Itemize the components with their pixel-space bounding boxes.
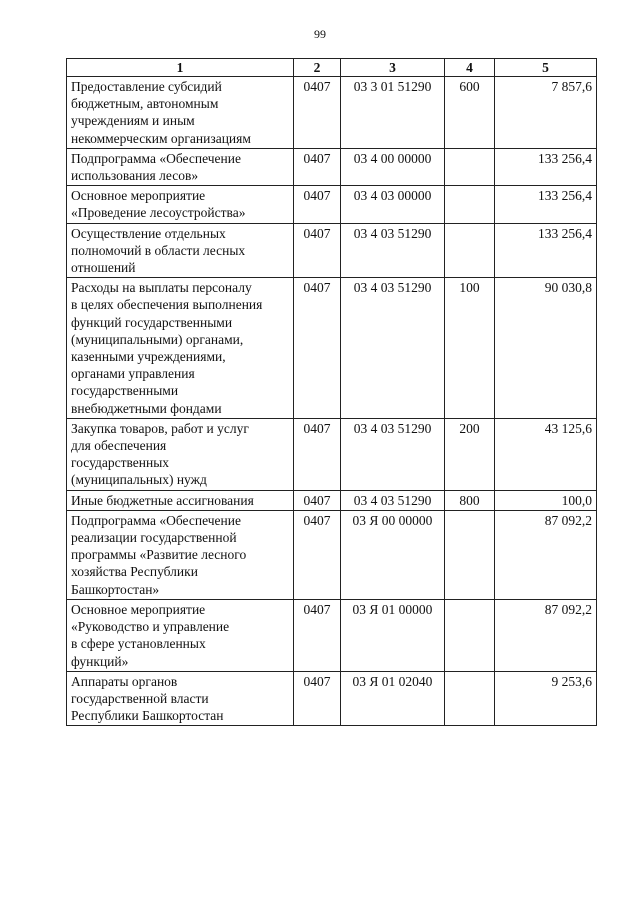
table-row (67, 278, 597, 419)
table-row (67, 186, 597, 223)
header-col-3: 3 (341, 59, 445, 77)
description-line: Предоставление субсидий (71, 79, 222, 94)
row-expense-type (445, 671, 495, 726)
row-amount: 133 256,4 (495, 148, 597, 185)
header-col-1: 1 (67, 59, 294, 77)
row-target-code: 03 Я 01 00000 (341, 599, 445, 671)
row-amount: 7 857,6 (495, 77, 597, 149)
row-section-code: 0407 (294, 77, 341, 149)
row-amount: 87 092,2 (495, 599, 597, 671)
row-amount: 9 253,6 (495, 671, 597, 726)
description-line: «Руководство и управление (71, 619, 230, 635)
description-line: «Проведение лесоустройства» (71, 205, 246, 221)
budget-table (66, 58, 597, 726)
row-description (67, 510, 294, 599)
row-expense-type (445, 148, 495, 185)
row-description (67, 77, 294, 149)
row-target-code: 03 3 01 51290 (341, 77, 445, 149)
description-line: Башкортостан» (71, 581, 160, 597)
row-section-code: 0407 (294, 148, 341, 185)
description-line: использования лесов» (71, 168, 199, 184)
table-row (67, 223, 597, 278)
description-line: казенными учреждениями, (71, 349, 226, 365)
table-row (67, 77, 597, 149)
row-target-code: 03 4 03 00000 (341, 186, 445, 223)
row-target-code: 03 4 03 51290 (341, 223, 445, 278)
description-line: программы «Развитие лесного (71, 547, 247, 563)
description-line: государственной власти (71, 690, 209, 706)
description-line: учреждениям и иным (71, 113, 195, 129)
description-line: Основное мероприятие (71, 188, 206, 204)
description-line: полномочий в области лесных (71, 242, 246, 258)
row-target-code: 03 4 03 51290 (341, 490, 445, 510)
description-line: Основное мероприятие (71, 601, 206, 617)
description-line: реализации государственной (71, 530, 237, 546)
row-target-code: 03 4 00 00000 (341, 148, 445, 185)
description-line: хозяйства Республики (71, 564, 198, 580)
row-target-code: 03 Я 01 02040 (341, 671, 445, 726)
row-description (67, 671, 294, 726)
header-col-4: 4 (445, 59, 495, 77)
row-description (67, 223, 294, 278)
description-line: Осуществление отдельных (71, 225, 226, 241)
header-col-5: 5 (495, 59, 597, 77)
description-line: (муниципальных) нужд (71, 472, 207, 488)
row-target-code: 03 4 03 51290 (341, 278, 445, 419)
description-line: функций» (71, 653, 129, 669)
row-description (67, 418, 294, 490)
row-expense-type (445, 223, 495, 278)
row-section-code: 0407 (294, 278, 341, 419)
description-line: Закупка товаров, работ и услуг (71, 420, 249, 436)
description-line: функций государственными (71, 314, 233, 330)
row-amount: 133 256,4 (495, 186, 597, 223)
table-row (67, 510, 597, 599)
table-row (67, 418, 597, 490)
row-description (67, 278, 294, 419)
row-expense-type: 800 (445, 490, 495, 510)
row-expense-type: 100 (445, 278, 495, 419)
description-line: (муниципальными) органами, (71, 331, 244, 347)
table-row (67, 671, 597, 726)
description-line: Подпрограмма «Обеспечение (71, 512, 241, 528)
row-description (67, 186, 294, 223)
row-amount: 90 030,8 (495, 278, 597, 419)
row-expense-type (445, 510, 495, 599)
description-line: внебюджетными фондами (71, 400, 222, 416)
row-section-code: 0407 (294, 418, 341, 490)
row-amount: 43 125,6 (495, 418, 597, 490)
row-section-code: 0407 (294, 223, 341, 278)
row-amount: 87 092,2 (495, 510, 597, 599)
row-expense-type: 600 (445, 77, 495, 149)
description-line: органами управления (71, 366, 195, 382)
row-target-code: 03 Я 00 00000 (341, 510, 445, 599)
row-amount: 100,0 (495, 490, 597, 510)
row-description (67, 148, 294, 185)
row-expense-type: 200 (445, 418, 495, 490)
table-row (67, 148, 597, 185)
description-line: государственных (71, 455, 170, 471)
row-target-code: 03 4 03 51290 (341, 418, 445, 490)
row-expense-type (445, 599, 495, 671)
row-section-code: 0407 (294, 186, 341, 223)
row-section-code: 0407 (294, 599, 341, 671)
row-section-code: 0407 (294, 490, 341, 510)
description-line: для обеспечения (71, 438, 167, 454)
description-line: некоммерческим организациям (71, 130, 251, 146)
description-line: Республики Башкортостан (71, 708, 224, 724)
description-line: Аппараты органов (71, 673, 178, 689)
description-line: в целях обеспечения выполнения (71, 297, 263, 313)
description-line: отношений (71, 260, 136, 276)
table-row (67, 490, 597, 510)
row-section-code: 0407 (294, 671, 341, 726)
description-line: Расходы на выплаты персоналу (71, 280, 252, 296)
table-header-row (67, 59, 597, 77)
table-body (67, 77, 597, 726)
page-number: 99 (314, 27, 326, 41)
row-section-code: 0407 (294, 510, 341, 599)
row-description (67, 599, 294, 671)
row-description (67, 490, 294, 510)
description-line: бюджетным, автономным (71, 96, 219, 112)
description-line: Иные бюджетные ассигнования (71, 492, 254, 508)
description-line: Подпрограмма «Обеспечение (71, 150, 241, 166)
row-amount: 133 256,4 (495, 223, 597, 278)
table-row (67, 599, 597, 671)
description-line: государственными (71, 383, 179, 399)
header-col-2: 2 (294, 59, 341, 77)
row-expense-type (445, 186, 495, 223)
description-line: в сфере установленных (71, 636, 206, 652)
